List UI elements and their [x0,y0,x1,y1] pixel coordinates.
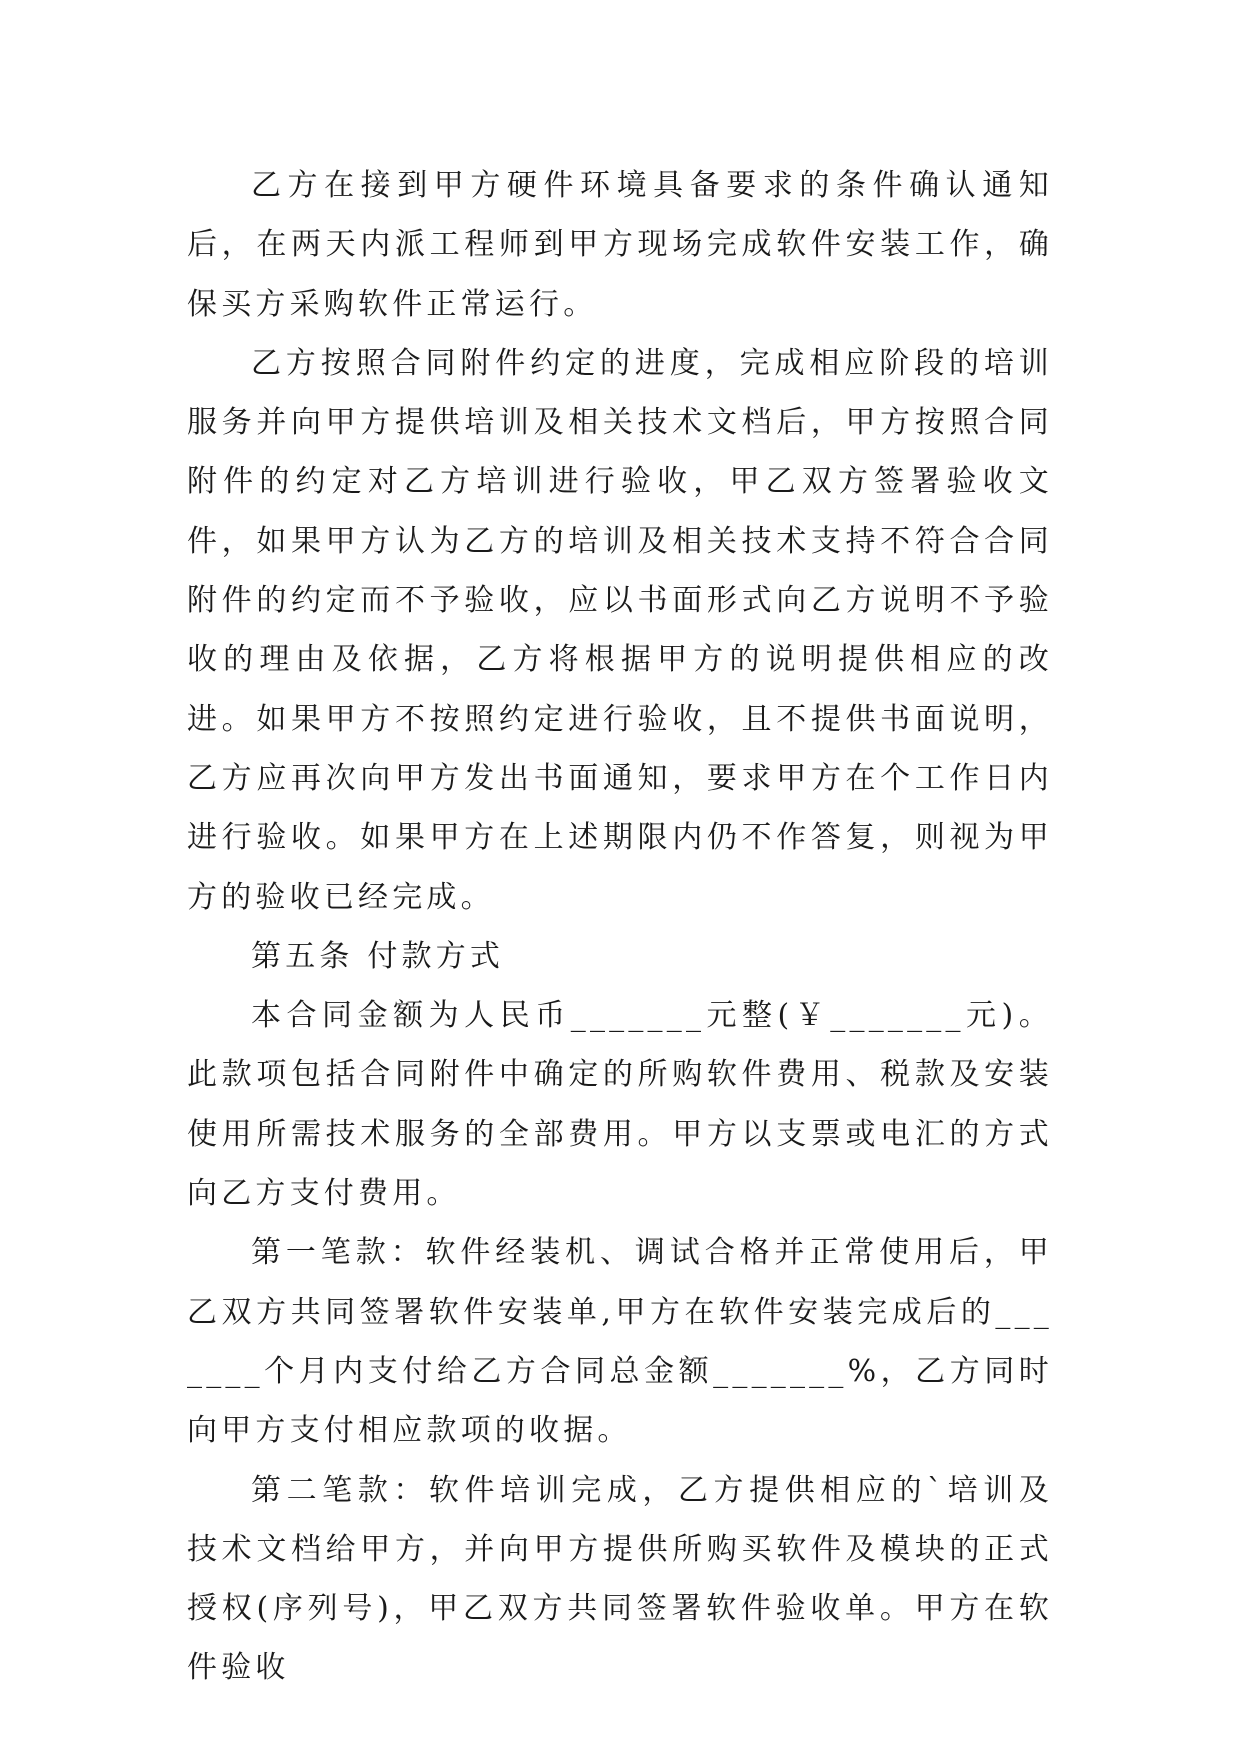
paragraph-contract-amount: 本合同金额为人民币_______元整(￥_______元)。此款项包括合同附件中确定的所购软件费用、税款及安装使用所需技术服务的全部费用。甲方以支票或电汇的方式向乙方支付费用。 [187,998,1053,1212]
article-5-heading: 第五条 付款方式 [251,938,505,974]
paragraph-training-acceptance: 乙方按照合同附件约定的进度，完成相应阶段的培训服务并向甲方提供培训及相关技术文档后，甲方按照合同附件的约定对乙方培训进行验收，甲乙双方签署验收文件，如果甲方认为乙方的培训及相关技术支持不符合合同附件的约定而不予验收，应以书面形式向乙方说明不予验收的理由及依据，乙方将根据甲方的说明提供相应的改进。如果甲方不按照约定进行验收，且不提供书面说明，乙方应再次向甲方发出书面通知，要求甲方在个工作日内进行验收。如果甲方在上述期限内仍不作答复，则视为甲方的验收已经完成。 [187,345,1053,915]
paragraph-first-payment: 第一笔款：软件经装机、调试合格并正常使用后，甲乙双方共同签署软件安装单,甲方在软件安装完成后的_______个月内支付给乙方合同总金额_______%，乙方同时向甲方支付相应款项的收据。 [187,1235,1053,1449]
paragraph-second-payment: 第二笔款：软件培训完成，乙方提供相应的`培训及技术文档给甲方，并向甲方提供所购买软件及模块的正式授权(序列号)，甲乙双方共同签署软件验收单。甲方在软件验收 [187,1472,1053,1686]
paragraph-installation: 乙方在接到甲方硬件环境具备要求的条件确认通知后，在两天内派工程师到甲方现场完成软件安装工作，确保买方采购软件正常运行。 [187,168,1053,322]
document-body [187,156,1053,1698]
